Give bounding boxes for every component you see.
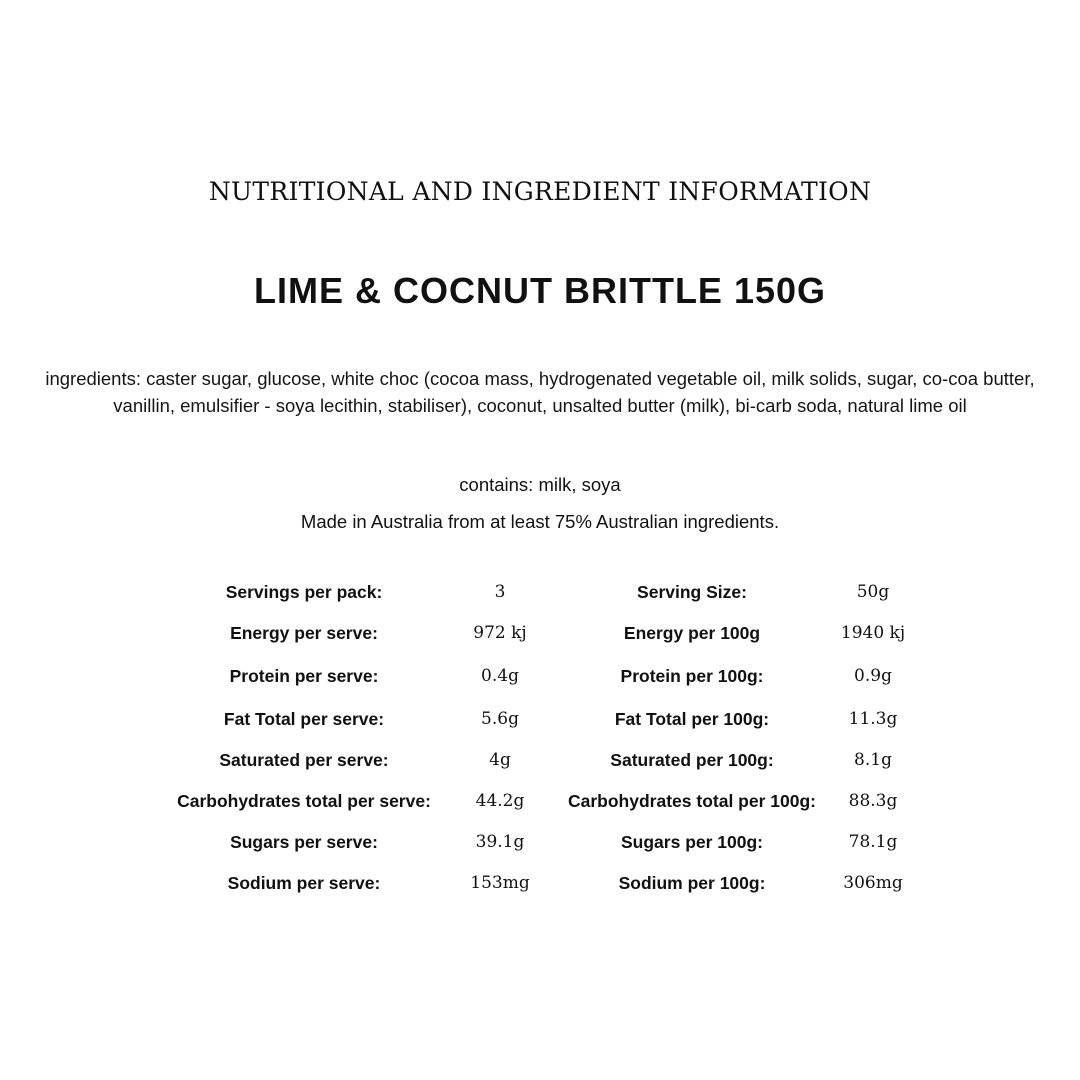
nutrition-value-per-serve: 153mg <box>470 873 530 893</box>
nutrition-value-per-100g: 88.3g <box>848 791 898 811</box>
country-of-origin-text: Made in Australia from at least 75% Australian ingredients. <box>300 511 780 532</box>
nutrition-row <box>0 863 1080 904</box>
nutrition-label-per-serve: Sugars per serve: <box>230 832 378 852</box>
nutrition-table <box>0 572 1080 904</box>
nutrition-value-per-100g: 0.9g <box>854 666 892 686</box>
nutrition-label-per-serve: Energy per serve: <box>230 623 378 643</box>
nutrition-label-per-100g: Fat Total per 100g: <box>614 709 770 729</box>
nutrition-label-per-100g: Energy per 100g <box>623 623 761 643</box>
allergens-text: contains: milk, soya <box>459 474 621 495</box>
nutrition-row <box>0 699 1080 740</box>
nutrition-value-per-serve: 972 kj <box>473 623 527 643</box>
nutrition-value-per-serve: 5.6g <box>481 709 519 729</box>
nutrition-label-per-serve: Sodium per serve: <box>227 873 381 893</box>
nutrition-label-per-serve: Servings per pack: <box>225 582 383 602</box>
nutrition-label-per-100g: Sodium per 100g: <box>618 873 766 893</box>
nutrition-label-per-100g: Protein per 100g: <box>620 666 764 686</box>
nutrition-label-per-100g: Carbohydrates total per 100g: <box>568 791 816 811</box>
nutrition-label-per-100g: Serving Size: <box>637 582 747 602</box>
nutrition-row <box>0 740 1080 781</box>
nutrition-value-per-serve: 44.2g <box>475 791 525 811</box>
nutrition-row <box>0 781 1080 822</box>
nutrition-label-per-serve: Fat Total per serve: <box>223 709 385 729</box>
nutrition-value-per-100g: 11.3g <box>848 709 898 729</box>
nutrition-row <box>0 822 1080 863</box>
nutrition-value-per-serve: 4g <box>489 750 511 770</box>
nutrition-row <box>0 572 1080 613</box>
nutrition-label-per-serve: Carbohydrates total per serve: <box>177 791 431 811</box>
nutrition-value-per-100g: 8.1g <box>854 750 892 770</box>
product-title: LIME & COCNUT BRITTLE 150G <box>253 270 827 311</box>
nutrition-value-per-100g: 306mg <box>843 873 903 893</box>
nutrition-label-per-serve: Protein per serve: <box>229 666 379 686</box>
nutrition-row <box>0 656 1080 699</box>
nutrition-label-per-100g: Sugars per 100g: <box>621 832 763 852</box>
nutrition-row <box>0 613 1080 656</box>
nutrition-value-per-serve: 0.4g <box>481 666 519 686</box>
nutrition-value-per-serve: 3 <box>494 582 506 602</box>
nutrition-value-per-serve: 39.1g <box>475 832 525 852</box>
nutrition-value-per-100g: 78.1g <box>848 832 898 852</box>
nutrition-label-per-100g: Saturated per 100g: <box>610 750 774 770</box>
page-heading: NUTRITIONAL AND INGREDIENT INFORMATION <box>208 177 872 206</box>
nutrition-label-per-serve: Saturated per serve: <box>219 750 389 770</box>
nutrition-value-per-100g: 50g <box>856 582 890 602</box>
nutrition-value-per-100g: 1940 kj <box>840 623 906 643</box>
ingredients-text: ingredients: caster sugar, glucose, white choc (cocoa mass, hydrogenated vegetable oil, milk solids, sugar, co-coa butter, vanillin, emulsifier - soya lecithin, stabiliser), coconut, unsalted butter (milk), bi-carb soda, natural lime oil <box>45 368 1035 416</box>
